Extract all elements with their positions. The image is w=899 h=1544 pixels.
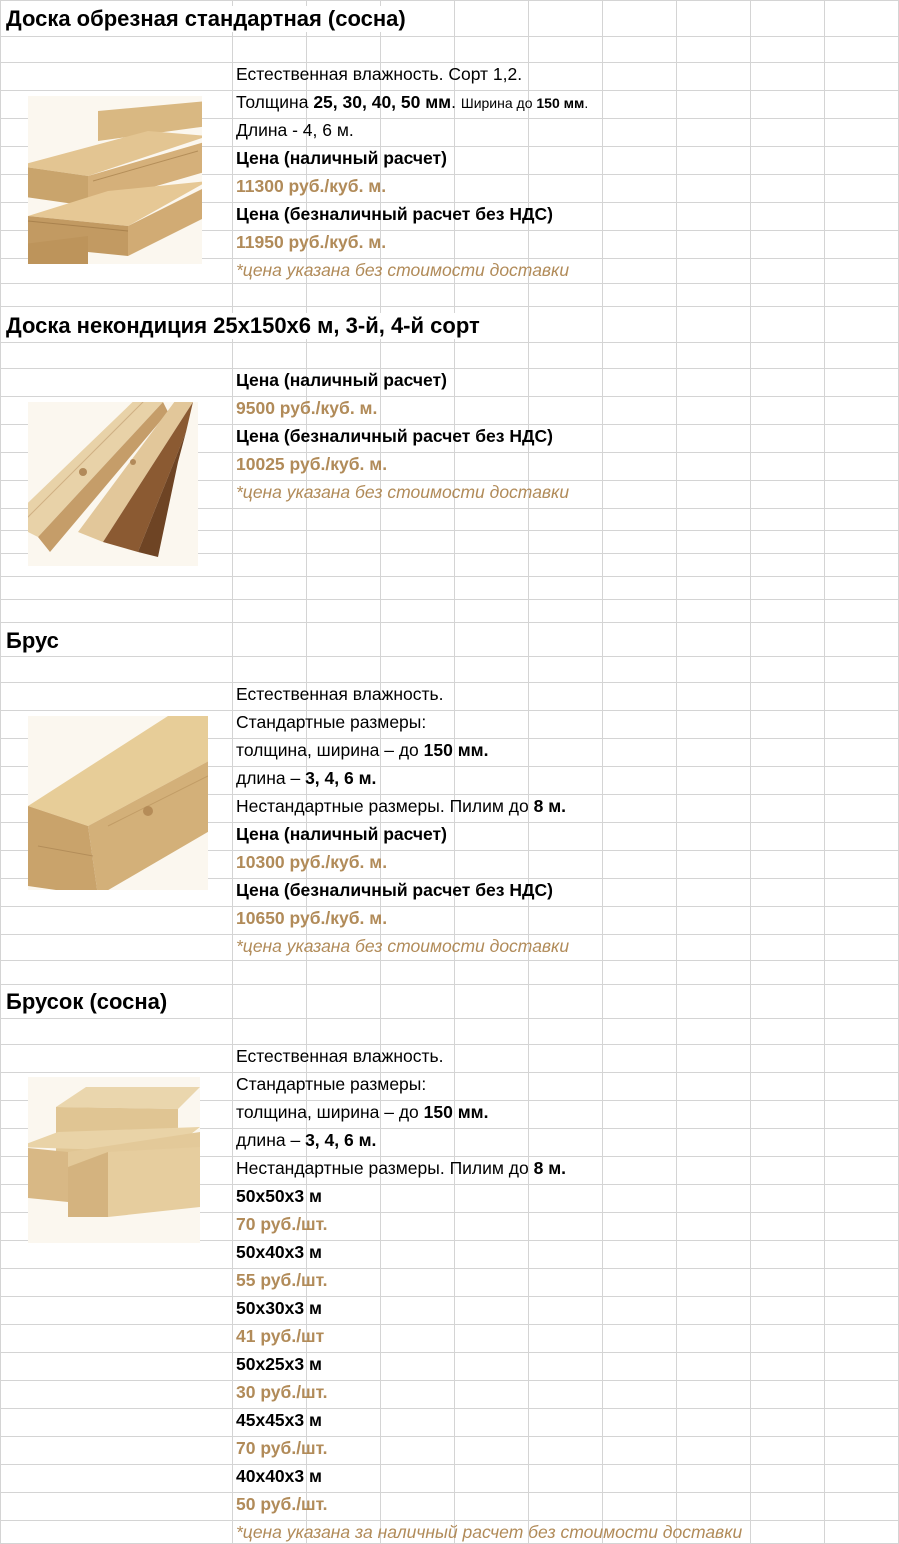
description-line bbox=[236, 1490, 742, 1518]
description-text: Цена (наличный расчет) bbox=[236, 148, 447, 168]
delivery-note: *цена указана за наличный расчет без стоимости доставки bbox=[236, 1522, 743, 1542]
delivery-note: *цена указана без стоимости доставки bbox=[236, 260, 570, 280]
description-line bbox=[236, 116, 588, 144]
description-line bbox=[236, 200, 588, 228]
price-text: 70 руб./шт. bbox=[236, 1438, 328, 1458]
description-line bbox=[236, 736, 569, 764]
description-text: 40х40х3 м bbox=[236, 1466, 322, 1486]
description-line bbox=[236, 256, 588, 284]
description-line bbox=[236, 904, 569, 932]
price-text: 30 руб./шт. bbox=[236, 1382, 328, 1402]
description-line bbox=[236, 1098, 742, 1126]
section-description bbox=[236, 60, 588, 284]
description-text: толщина, ширина – до bbox=[236, 1102, 424, 1122]
description-line bbox=[236, 60, 588, 88]
description-line bbox=[236, 792, 569, 820]
delivery-note: *цена указана без стоимости доставки bbox=[236, 482, 570, 502]
section-description bbox=[236, 366, 569, 506]
section-title: Брус bbox=[6, 628, 63, 654]
description-line bbox=[236, 764, 569, 792]
description-line bbox=[236, 1266, 742, 1294]
description-text: Стандартные размеры: bbox=[236, 712, 427, 732]
price-text: 10025 руб./куб. м. bbox=[236, 454, 388, 474]
description-line bbox=[236, 932, 569, 960]
description-line bbox=[236, 1294, 742, 1322]
delivery-note: *цена указана без стоимости доставки bbox=[236, 936, 570, 956]
substandard-board-photo bbox=[28, 402, 198, 566]
description-line bbox=[236, 394, 569, 422]
description-line bbox=[236, 1182, 742, 1210]
description-line bbox=[236, 1322, 742, 1350]
description-text: 150 мм bbox=[536, 95, 585, 111]
description-text: Толщина bbox=[236, 92, 314, 112]
description-line bbox=[236, 450, 569, 478]
edged-board-photo bbox=[28, 96, 202, 264]
description-line bbox=[236, 1154, 742, 1182]
description-text: 8 м. bbox=[533, 1158, 567, 1178]
section-description bbox=[236, 1042, 742, 1544]
price-text: 55 руб./шт. bbox=[236, 1270, 328, 1290]
description-text: 50х30х3 м bbox=[236, 1298, 322, 1318]
price-text: 50 руб./шт. bbox=[236, 1494, 328, 1514]
description-line bbox=[236, 1406, 742, 1434]
description-text: Нестандартные размеры. Пилим до bbox=[236, 1158, 534, 1178]
description-text: Цена (безналичный расчет без НДС) bbox=[236, 204, 553, 224]
description-line bbox=[236, 1126, 742, 1154]
description-text: Длина - 4, 6 м. bbox=[236, 120, 354, 140]
description-text: 50х40х3 м bbox=[236, 1242, 322, 1262]
description-line bbox=[236, 422, 569, 450]
description-line bbox=[236, 366, 569, 394]
description-text: Стандартные размеры: bbox=[236, 1074, 427, 1094]
description-text: 25, 30, 40, 50 мм bbox=[313, 92, 452, 112]
description-text: толщина, ширина – до bbox=[236, 740, 424, 760]
description-line bbox=[236, 1462, 742, 1490]
description-text: Естественная влажность. bbox=[236, 1046, 444, 1066]
price-text: 11950 руб./куб. м. bbox=[236, 232, 387, 252]
bar-stack-photo bbox=[28, 1077, 200, 1243]
description-line bbox=[236, 1210, 742, 1238]
description-text: Естественная влажность. bbox=[236, 684, 444, 704]
description-line bbox=[236, 478, 569, 506]
description-text: . bbox=[584, 95, 589, 111]
description-text: 3, 4, 6 м. bbox=[305, 768, 377, 788]
description-text: Цена (безналичный расчет без НДС) bbox=[236, 426, 553, 446]
description-line bbox=[236, 1042, 742, 1070]
description-line bbox=[236, 680, 569, 708]
section-title: Доска некондиция 25х150х6 м, 3-й, 4-й сорт bbox=[6, 313, 484, 339]
description-text: 50х50х3 м bbox=[236, 1186, 322, 1206]
timber-beam-photo bbox=[28, 716, 208, 890]
description-line bbox=[236, 708, 569, 736]
description-line bbox=[236, 144, 588, 172]
price-text: 10650 руб./куб. м. bbox=[236, 908, 388, 928]
description-text: 50х25х3 м bbox=[236, 1354, 322, 1374]
price-text: 11300 руб./куб. м. bbox=[236, 176, 387, 196]
description-line bbox=[236, 172, 588, 200]
description-text: 45х45х3 м bbox=[236, 1410, 322, 1430]
price-text: 10300 руб./куб. м. bbox=[236, 852, 388, 872]
description-text: 3, 4, 6 м. bbox=[305, 1130, 377, 1150]
description-text: 8 м. bbox=[533, 796, 567, 816]
price-text: 9500 руб./куб. м. bbox=[236, 398, 378, 418]
description-line bbox=[236, 848, 569, 876]
description-line bbox=[236, 88, 588, 116]
description-line bbox=[236, 1518, 742, 1544]
description-line bbox=[236, 1434, 742, 1462]
description-line bbox=[236, 228, 588, 256]
section-title: Брусок (сосна) bbox=[6, 989, 171, 1015]
description-text: 150 мм. bbox=[423, 1102, 489, 1122]
description-text: длина – bbox=[236, 768, 306, 788]
description-line bbox=[236, 1070, 742, 1098]
description-line bbox=[236, 1378, 742, 1406]
description-text: Естественная влажность. Сорт 1,2. bbox=[236, 64, 523, 84]
description-text: Цена (наличный расчет) bbox=[236, 824, 447, 844]
description-text: . bbox=[451, 92, 461, 112]
description-text: 150 мм. bbox=[423, 740, 489, 760]
price-text: 70 руб./шт. bbox=[236, 1214, 328, 1234]
description-text: Цена (наличный расчет) bbox=[236, 370, 447, 390]
description-text: Ширина до bbox=[460, 95, 537, 111]
description-line bbox=[236, 1350, 742, 1378]
section-title: Доска обрезная стандартная (сосна) bbox=[6, 6, 410, 32]
section-description bbox=[236, 680, 569, 960]
description-text: Нестандартные размеры. Пилим до bbox=[236, 796, 534, 816]
description-line bbox=[236, 876, 569, 904]
description-line bbox=[236, 1238, 742, 1266]
description-text: длина – bbox=[236, 1130, 306, 1150]
description-text: Цена (безналичный расчет без НДС) bbox=[236, 880, 553, 900]
price-text: 41 руб./шт bbox=[236, 1326, 325, 1346]
description-line bbox=[236, 820, 569, 848]
